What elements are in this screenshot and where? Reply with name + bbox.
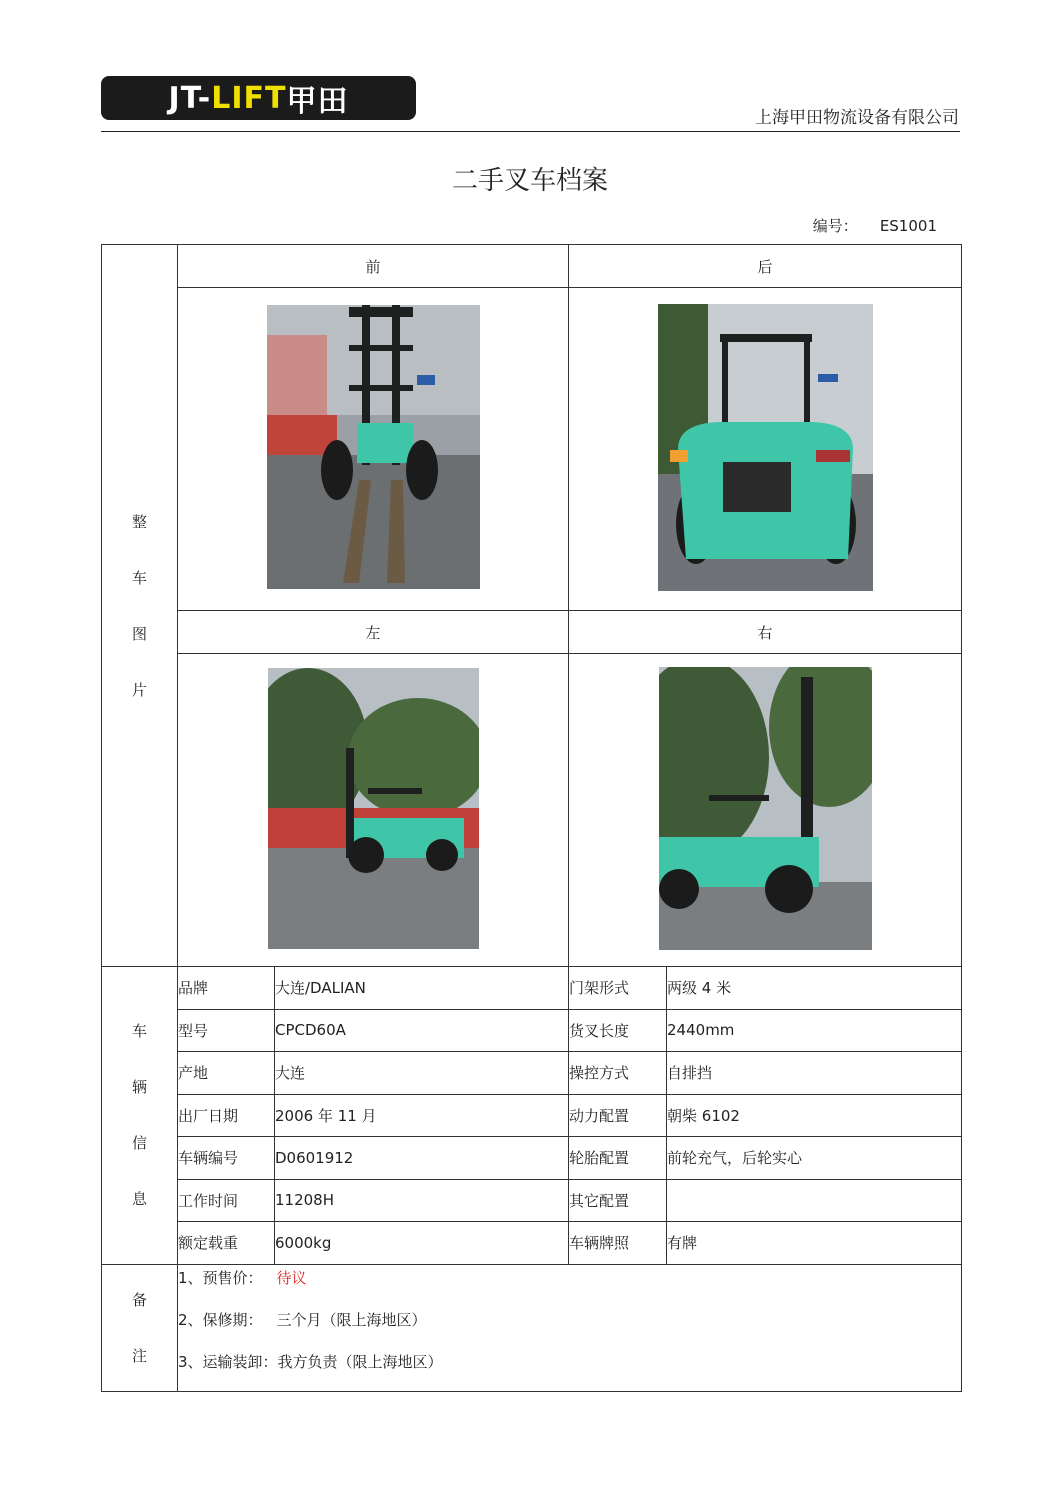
info-key: 轮胎配置	[569, 1137, 667, 1180]
photo-front-label: 前	[178, 245, 569, 288]
info-value: 大连/DALIAN	[275, 967, 569, 1010]
info-key: 门架形式	[569, 967, 667, 1010]
doc-number-value: ES1001	[879, 217, 937, 235]
page-title: 二手叉车档案	[451, 166, 608, 196]
info-value: D0601912	[275, 1137, 569, 1180]
notes-content	[178, 1264, 962, 1391]
company-logo: JT- LIFT 甲田	[101, 76, 416, 120]
info-key: 额定载重	[178, 1222, 275, 1265]
info-key: 产地	[178, 1052, 275, 1095]
info-key: 品牌	[178, 967, 275, 1010]
photo-back-cell	[569, 288, 962, 611]
photo-left-cell	[178, 654, 569, 967]
company-name: 上海甲田物流设备有限公司	[755, 108, 959, 128]
info-value: 2440mm	[667, 1009, 962, 1052]
info-key: 出厂日期	[178, 1094, 275, 1137]
info-value: 朝柴 6102	[667, 1094, 962, 1137]
info-value: 两级 4 米	[667, 967, 962, 1010]
forklift-left-photo	[268, 668, 479, 949]
info-value: 2006 年 11 月	[275, 1094, 569, 1137]
doc-number-label: 编号：	[812, 217, 858, 235]
note-price: 1、预售价： 待议	[178, 1268, 307, 1287]
info-key: 操控方式	[569, 1052, 667, 1095]
doc-number	[813, 215, 937, 236]
info-key: 工作时间	[178, 1179, 275, 1222]
photos-section-label: 整 车 图 片	[102, 245, 178, 967]
info-key: 其它配置	[569, 1179, 667, 1222]
photo-right-cell	[569, 654, 962, 967]
info-section-label: 车 辆 信 息	[102, 967, 178, 1265]
warranty-value: 三个月（限上海地区）	[276, 1310, 427, 1329]
info-value	[667, 1179, 962, 1222]
info-key: 动力配置	[569, 1094, 667, 1137]
note-warranty: 2、保修期： 三个月（限上海地区）	[178, 1310, 427, 1329]
photo-back-label: 后	[569, 245, 962, 288]
note-transport: 3、运输装卸：我方负责（限上海地区）	[178, 1352, 443, 1371]
info-value: 前轮充气，后轮实心	[667, 1137, 962, 1180]
photo-left-label: 左	[178, 611, 569, 654]
photo-right-label: 右	[569, 611, 962, 654]
info-value: 大连	[275, 1052, 569, 1095]
info-value: 自排挡	[667, 1052, 962, 1095]
notes-section-label: 备 注	[102, 1264, 178, 1391]
info-key: 车辆牌照	[569, 1222, 667, 1265]
photo-front-cell	[178, 288, 569, 611]
info-key: 车辆编号	[178, 1137, 275, 1180]
info-value: 有牌	[667, 1222, 962, 1265]
info-value: CPCD60A	[275, 1009, 569, 1052]
forklift-front-photo	[267, 305, 480, 589]
price-value: 待议	[276, 1268, 307, 1287]
info-value: 6000kg	[275, 1222, 569, 1265]
forklift-back-photo	[658, 304, 873, 591]
info-key: 型号	[178, 1009, 275, 1052]
forklift-right-photo	[659, 667, 872, 950]
header-divider	[101, 131, 960, 132]
info-value: 11208H	[275, 1179, 569, 1222]
archive-table	[101, 244, 962, 1392]
info-key: 货叉长度	[569, 1009, 667, 1052]
